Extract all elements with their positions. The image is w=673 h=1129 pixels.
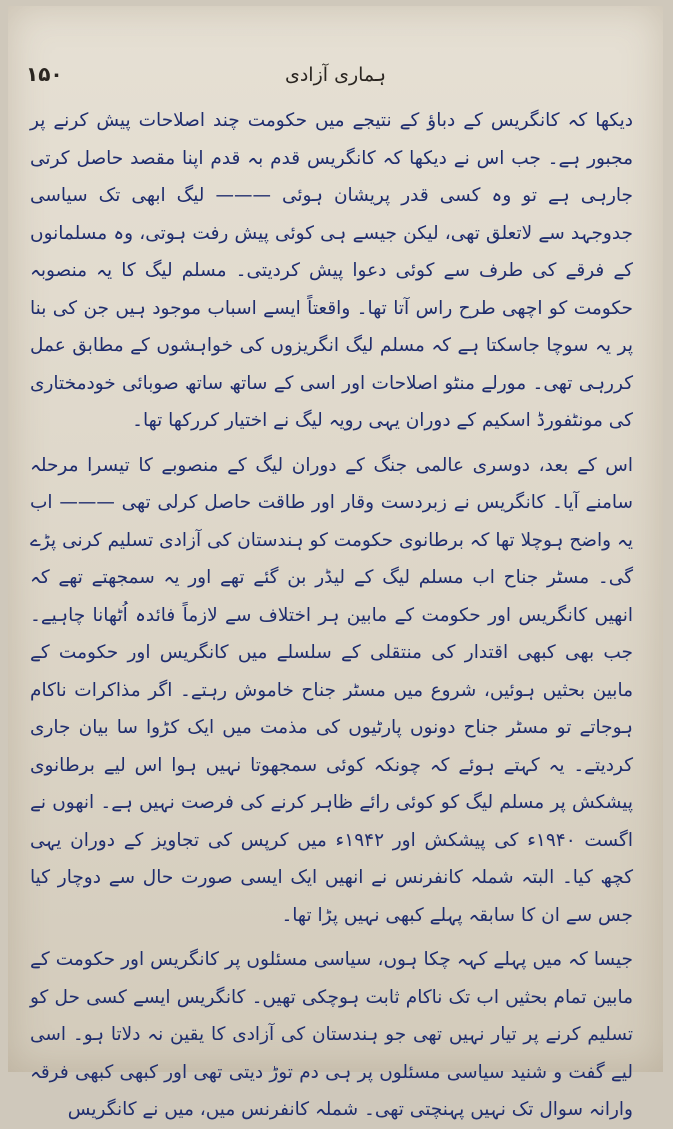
page-header	[8, 46, 663, 96]
book-page	[8, 6, 663, 1120]
running-title: ہماری آزادی	[284, 64, 387, 86]
paragraph-2: اس کے بعد، دوسری عالمی جنگ کے دوران لیگ کے منصوبے کا تیسرا مرحلہ سامنے آیا۔ کانگریس نے زبردست وقار اور طاقت حاصل کرلی تھی ——— اب یہ واضح ہوچلا تھا کہ برطانوی حکومت کو ہندستان کی آزادی تسلیم کرنی پڑے گی۔ مسٹر جناح اب مسلم لیگ کے لیڈر بن گئے تھے اور یہ سمجھتے تھے کہ انھیں کانگریس اور حکومت کے مابین ہر اختلاف سے لازماً فائدہ اُٹھانا چاہیے۔ جب بھی کبھی اقتدار کی منتقلی کے سلسلے میں کانگریس اور حکومت کے مابین بحثیں ہوئیں، شروع میں مسٹر جناح خاموش رہتے۔ اگر مذاکرات ناکام ہوجاتے تو مسٹر جناح دونوں پارٹیوں کی مذمت میں ایک کڑوا سا بیان جاری کردیتے۔ یہ کہتے ہوئے کہ چونکہ کوئی سمجھوتا نہیں ہوا اس لیے برطانوی پیشکش پر مسلم لیگ کو کوئی رائے ظاہر کرنے کی فرصت نہیں ہے۔ انھوں نے اگست ۱۹۴۰ء کی پیشکش اور ۱۹۴۲ء میں کرپس کی تجاویز کے دوران یہی کچھ کیا۔ البتہ شملہ کانفرنس نے انھیں ایک ایسی صورت حال سے دوچار کیا جس سے ان کا سابقہ پہلے کبھی نہیں پڑا تھا۔	[30, 454, 634, 926]
body-text	[30, 102, 633, 1129]
page-number: ۱۵۰	[26, 62, 63, 86]
paragraph-1: دیکھا کہ کانگریس کے دباؤ کے نتیجے میں حکومت چند اصلاحات پیش کرنے پر مجبور ہے۔ جب اس نے دیکھا کہ کانگریس قدم بہ قدم اپنا مقصد حاصل کرتی جارہی ہے تو وہ کسی قدر پریشان ہوئی ——— لیگ ابھی تک سیاسی جدوجہد سے لاتعلق تھی، لیکن جیسے ہی کوئی پیش رفت ہوتی، وہ مسلمانوں کے فرقے کی طرف سے کوئی دعوا پیش کردیتی۔ مسلم لیگ کا یہ منصوبہ حکومت کو اچھی طرح راس آتا تھا۔ واقعتاً ایسے اسباب موجود ہیں جن کی بنا پر یہ سوچا جاسکتا ہے کہ مسلم لیگ انگریزوں کی خواہشوں کے مطابق عمل کررہی تھی۔ مورلے منٹو اصلاحات اور اسی کے ساتھ ساتھ صوبائی خودمختاری کی مونٹفورڈ اسکیم کے دوران یہی رویہ لیگ نے اختیار کررکھا تھا۔	[30, 110, 633, 431]
paragraph-3: جیسا کہ میں پہلے کہہ چکا ہوں، سیاسی مسئلوں پر کانگریس اور حکومت کے مابین تمام بحثیں اب تک ناکام ثابت ہوچکی تھیں۔ کانگریس ایسے کسی حل کو تسلیم کرنے پر تیار نہیں تھی جو ہندستان کی آزادی کا یقین نہ دلاتا ہو۔ اسی لیے گفت و شنید سیاسی مسئلوں پر ہی دم توڑ دیتی تھی اور کبھی کبھی فرقہ وارانہ سوال تک نہیں پہنچتی تھی۔ شملہ کانفرنس میں، میں نے کانگریس	[30, 949, 633, 1120]
